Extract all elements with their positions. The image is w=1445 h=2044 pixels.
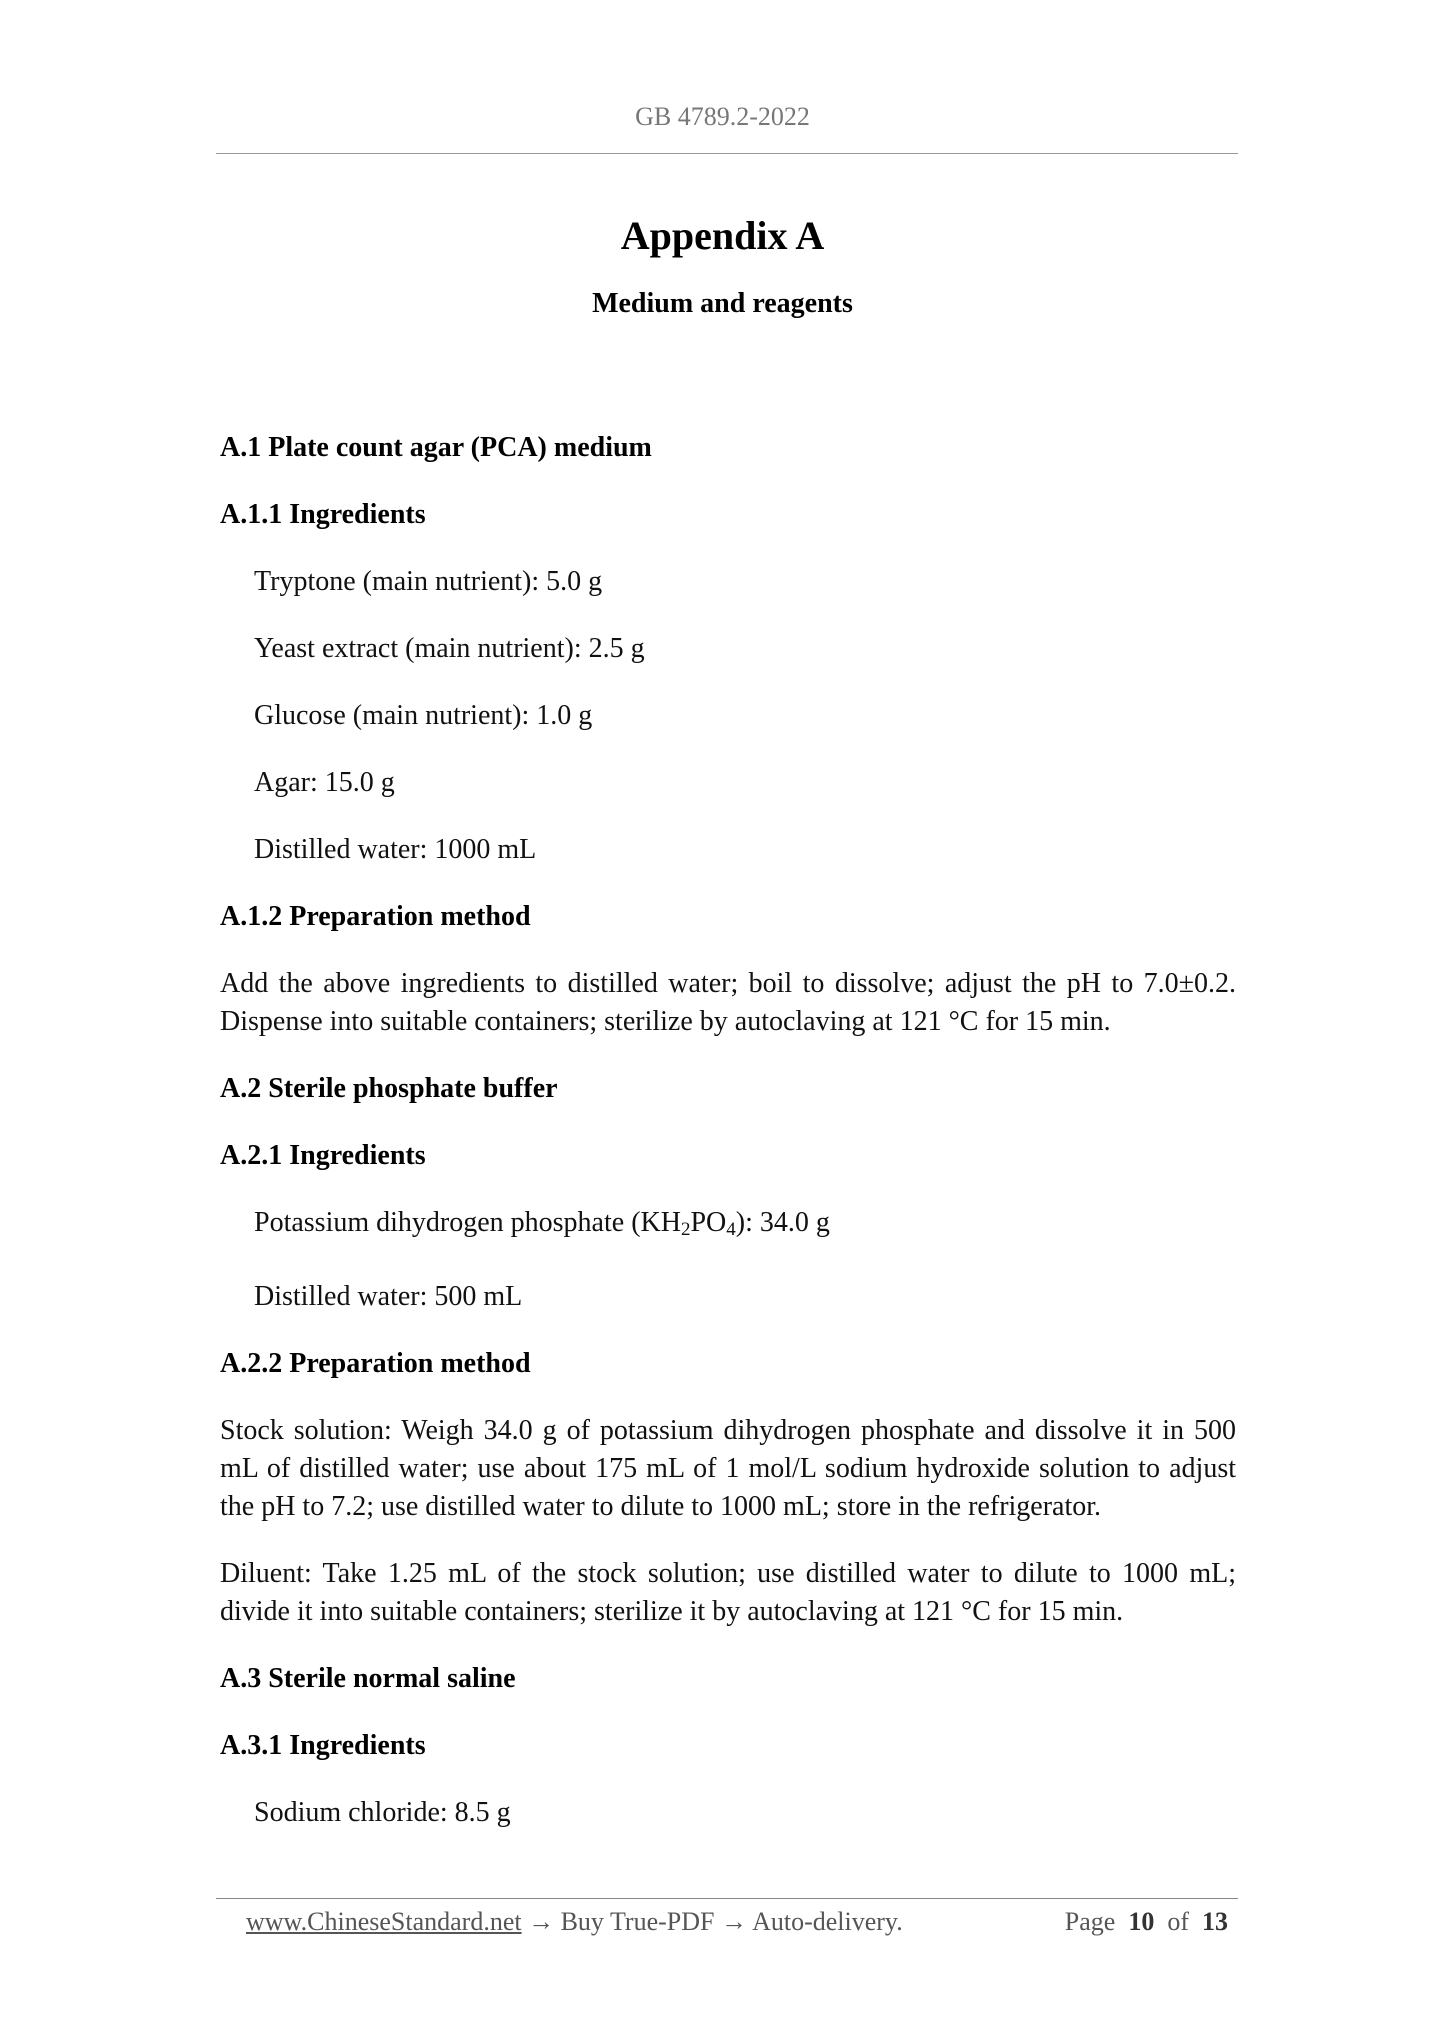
- ingredient-item: Agar: 15.0 g: [254, 767, 395, 798]
- formula-prefix: Potassium dihydrogen phosphate (KH: [254, 1207, 681, 1238]
- page-indicator: [1065, 1905, 1228, 1939]
- of-label: of: [1167, 1907, 1189, 1936]
- buy-text: Buy True-PDF: [560, 1907, 715, 1936]
- document-body: [220, 429, 1236, 1861]
- appendix-title: Appendix A: [620, 213, 825, 258]
- section-heading-a11: A.1.1 Ingredients: [220, 499, 426, 530]
- arrow-right-icon: →: [721, 1907, 747, 1936]
- page-number: 10: [1128, 1907, 1155, 1936]
- section-heading-a2: A.2 Sterile phosphate buffer: [220, 1073, 558, 1104]
- ingredient-item: Tryptone (main nutrient): 5.0 g: [254, 566, 603, 597]
- section-heading-a22: A.2.2 Preparation method: [220, 1348, 531, 1379]
- ingredient-item: Distilled water: 1000 mL: [254, 834, 537, 865]
- ingredient-item: Distilled water: 500 mL: [254, 1281, 523, 1312]
- arrow-right-icon: →: [528, 1907, 555, 1936]
- footer-rule: [216, 1898, 1238, 1899]
- running-header: GB 4789.2-2022: [635, 102, 810, 131]
- ingredient-item: Glucose (main nutrient): 1.0 g: [254, 700, 593, 731]
- formula-subscript: 2: [680, 1219, 691, 1240]
- page-label: Page: [1064, 1907, 1116, 1936]
- diluent-paragraph: Diluent: Take 1.25 mL of the stock solution; use distilled water to dilute to 1000 mL; divide it into suitable containers; sterilize it by autoclaving at 121 °C for 15 min.: [220, 1558, 1236, 1627]
- ingredient-item: Yeast extract (main nutrient): 2.5 g: [254, 633, 645, 664]
- section-heading-a3: A.3 Sterile normal saline: [220, 1663, 516, 1694]
- section-heading-a31: A.3.1 Ingredients: [220, 1730, 426, 1761]
- section-heading-a12: A.1.2 Preparation method: [220, 901, 531, 932]
- page-footer: [246, 1905, 1236, 1939]
- formula-suffix: ): 34.0 g: [735, 1207, 830, 1238]
- formula-subscript: 4: [726, 1219, 736, 1240]
- section-heading-a21: A.2.1 Ingredients: [220, 1140, 426, 1171]
- ingredient-item-formula: [220, 1204, 1236, 1249]
- header-rule: [216, 153, 1238, 154]
- ingredient-item: Sodium chloride: 8.5 g: [254, 1797, 511, 1828]
- section-heading-a1: A.1 Plate count agar (PCA) medium: [220, 432, 652, 463]
- stock-solution-paragraph: Stock solution: Weigh 34.0 g of potassium dihydrogen phosphate and dissolve it in 500 mL of distilled water; use about 175 mL of 1 mol/L sodium hydroxide solution to adjust the pH to 7.2; use distilled water to dilute to 1000 mL; store in the refrigerator.: [220, 1415, 1236, 1522]
- page-total: 13: [1202, 1907, 1228, 1936]
- website-link[interactable]: www.ChineseStandard.net: [246, 1907, 522, 1936]
- auto-delivery-text: Auto-delivery.: [752, 1907, 903, 1936]
- preparation-paragraph: Add the above ingredients to distilled water; boil to dissolve; adjust the pH to 7.0±0.2. Dispense into suitable containers; sterilize by autoclaving at 121 °C for 15 min.: [220, 968, 1236, 1037]
- appendix-subtitle: Medium and reagents: [592, 288, 853, 319]
- formula-mid: PO: [690, 1207, 727, 1238]
